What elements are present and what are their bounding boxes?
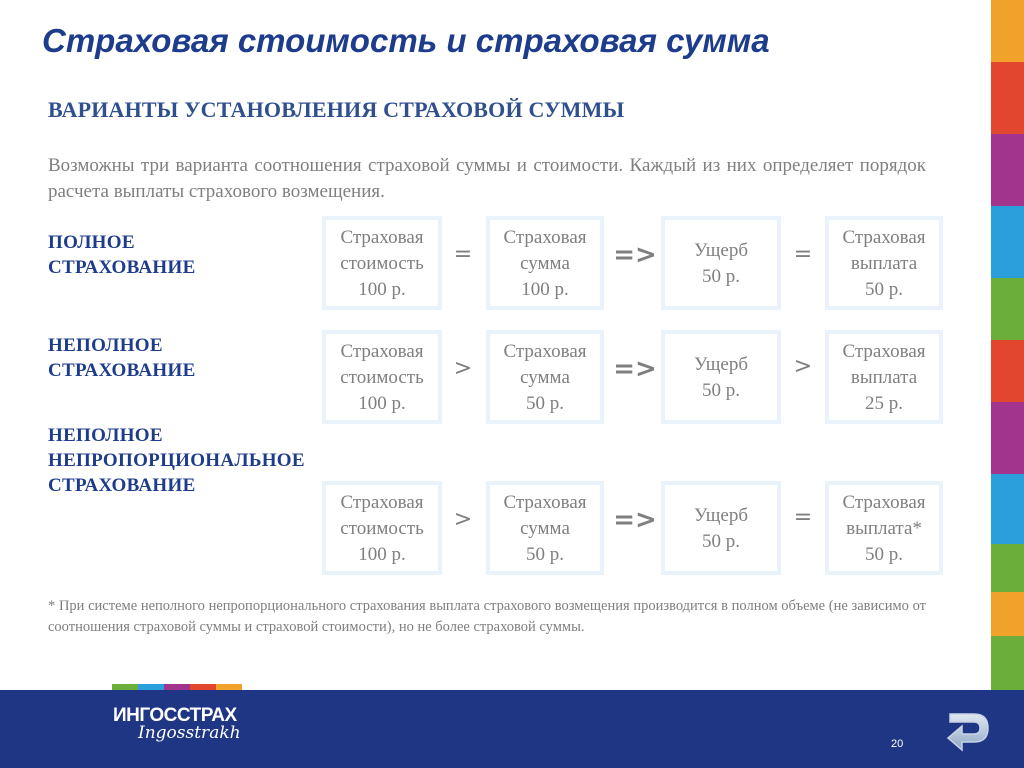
payout-box	[825, 216, 943, 310]
box-line: 50 р.	[865, 544, 903, 565]
box-line: Страховая	[842, 341, 926, 362]
row-label-full	[48, 230, 196, 280]
box-line: Ущерб	[693, 240, 748, 261]
box-line: Страховая	[340, 341, 424, 362]
damage-box	[661, 216, 781, 310]
insurance-value-box	[322, 481, 442, 575]
stripe-segment	[991, 134, 1024, 206]
row-label-line: НЕПРОПОРЦИОНАЛЬНОЕ	[48, 450, 305, 471]
slide-title: Страховая стоимость и страховая сумма	[42, 22, 770, 59]
row-label-line: СТРАХОВАНИЕ	[48, 360, 196, 381]
greater-than-sign: >	[453, 356, 473, 381]
box-line: 100 р.	[358, 393, 406, 414]
greater-than-sign: >	[793, 354, 813, 379]
page-number: 20	[891, 738, 904, 750]
stripe-segment	[991, 206, 1024, 278]
box-line: стоимость	[340, 367, 424, 388]
logo-script: Ingosstrakh	[138, 723, 241, 743]
box-line: 100 р.	[358, 544, 406, 565]
insurance-sum-box	[486, 330, 604, 424]
stripe-segment	[991, 544, 1024, 592]
stripe-segment	[991, 278, 1024, 340]
stripe-segment	[991, 636, 1024, 690]
box-line: выплата	[850, 367, 918, 388]
stripe-segment	[991, 62, 1024, 134]
box-line: стоимость	[340, 253, 424, 274]
box-line: 50 р.	[865, 279, 903, 300]
box-line: Ущерб	[693, 505, 748, 526]
box-line: Страховая	[340, 227, 424, 248]
box-line: Страховая	[340, 492, 424, 513]
box-line: сумма	[520, 253, 570, 274]
stripe-segment	[991, 0, 1024, 62]
equals-sign: =	[793, 505, 813, 530]
stripe-segment	[991, 592, 1024, 636]
damage-box	[661, 481, 781, 575]
equals-sign: =	[793, 242, 813, 267]
section-subtitle: ВАРИАНТЫ УСТАНОВЛЕНИЯ СТРАХОВОЙ СУММЫ	[48, 97, 625, 122]
insurance-value-box	[322, 216, 442, 310]
greater-than-sign: >	[453, 507, 473, 532]
stripe-segment	[991, 402, 1024, 474]
box-line: 50 р.	[526, 544, 564, 565]
footnote: * При системе неполного непропорционального страхования выплата страхового возмещения производится в полном объеме (не зависимо от соотношения страховой суммы и страховой стоимости), но не более страховой суммы.	[48, 598, 926, 635]
box-line: 50 р.	[526, 393, 564, 414]
box-line: Страховая	[503, 492, 587, 513]
implies-arrow: =>	[613, 240, 657, 270]
intro-paragraph: Возможны три варианта соотношения страховой суммы и стоимости. Каждый из них определяет порядок расчета выплаты страхового возмещения.	[48, 155, 926, 202]
logo-wordmark: ИНГОССТРАХ	[113, 705, 237, 726]
box-line: сумма	[520, 518, 570, 539]
box-line: сумма	[520, 367, 570, 388]
box-line: стоимость	[340, 518, 424, 539]
box-line: Ущерб	[693, 354, 748, 375]
payout-box	[825, 330, 943, 424]
stripe-segment	[991, 340, 1024, 402]
payout-box	[825, 481, 943, 575]
row-label-line: СТРАХОВАНИЕ	[48, 475, 196, 496]
box-line: Страховая	[842, 227, 926, 248]
box-line: 50 р.	[702, 380, 740, 401]
box-line: Страховая	[842, 492, 926, 513]
box-line: Страховая	[503, 341, 587, 362]
stripe-segment	[991, 474, 1024, 544]
damage-box	[661, 330, 781, 424]
company-logo	[113, 705, 241, 743]
return-arrow-icon	[944, 704, 994, 754]
row-label-line: ПОЛНОЕ	[48, 232, 135, 253]
insurance-sum-box	[486, 216, 604, 310]
row-label-nonproportional	[48, 423, 305, 498]
insurance-value-box	[322, 330, 442, 424]
box-line: выплата*	[846, 518, 922, 539]
box-line: Страховая	[503, 227, 587, 248]
box-line: 25 р.	[865, 393, 903, 414]
row-label-partial	[48, 333, 196, 383]
implies-arrow: =>	[613, 354, 657, 384]
back-arrow-button[interactable]	[944, 704, 994, 754]
row-label-line: СТРАХОВАНИЕ	[48, 257, 196, 278]
row-label-line: НЕПОЛНОЕ	[48, 335, 163, 356]
box-line: 50 р.	[702, 531, 740, 552]
box-line: 50 р.	[702, 266, 740, 287]
implies-arrow: =>	[613, 505, 657, 535]
equals-sign: =	[453, 242, 473, 267]
insurance-sum-box	[486, 481, 604, 575]
box-line: 100 р.	[521, 279, 569, 300]
box-line: 100 р.	[358, 279, 406, 300]
box-line: выплата	[850, 253, 918, 274]
row-label-line: НЕПОЛНОЕ	[48, 425, 163, 446]
